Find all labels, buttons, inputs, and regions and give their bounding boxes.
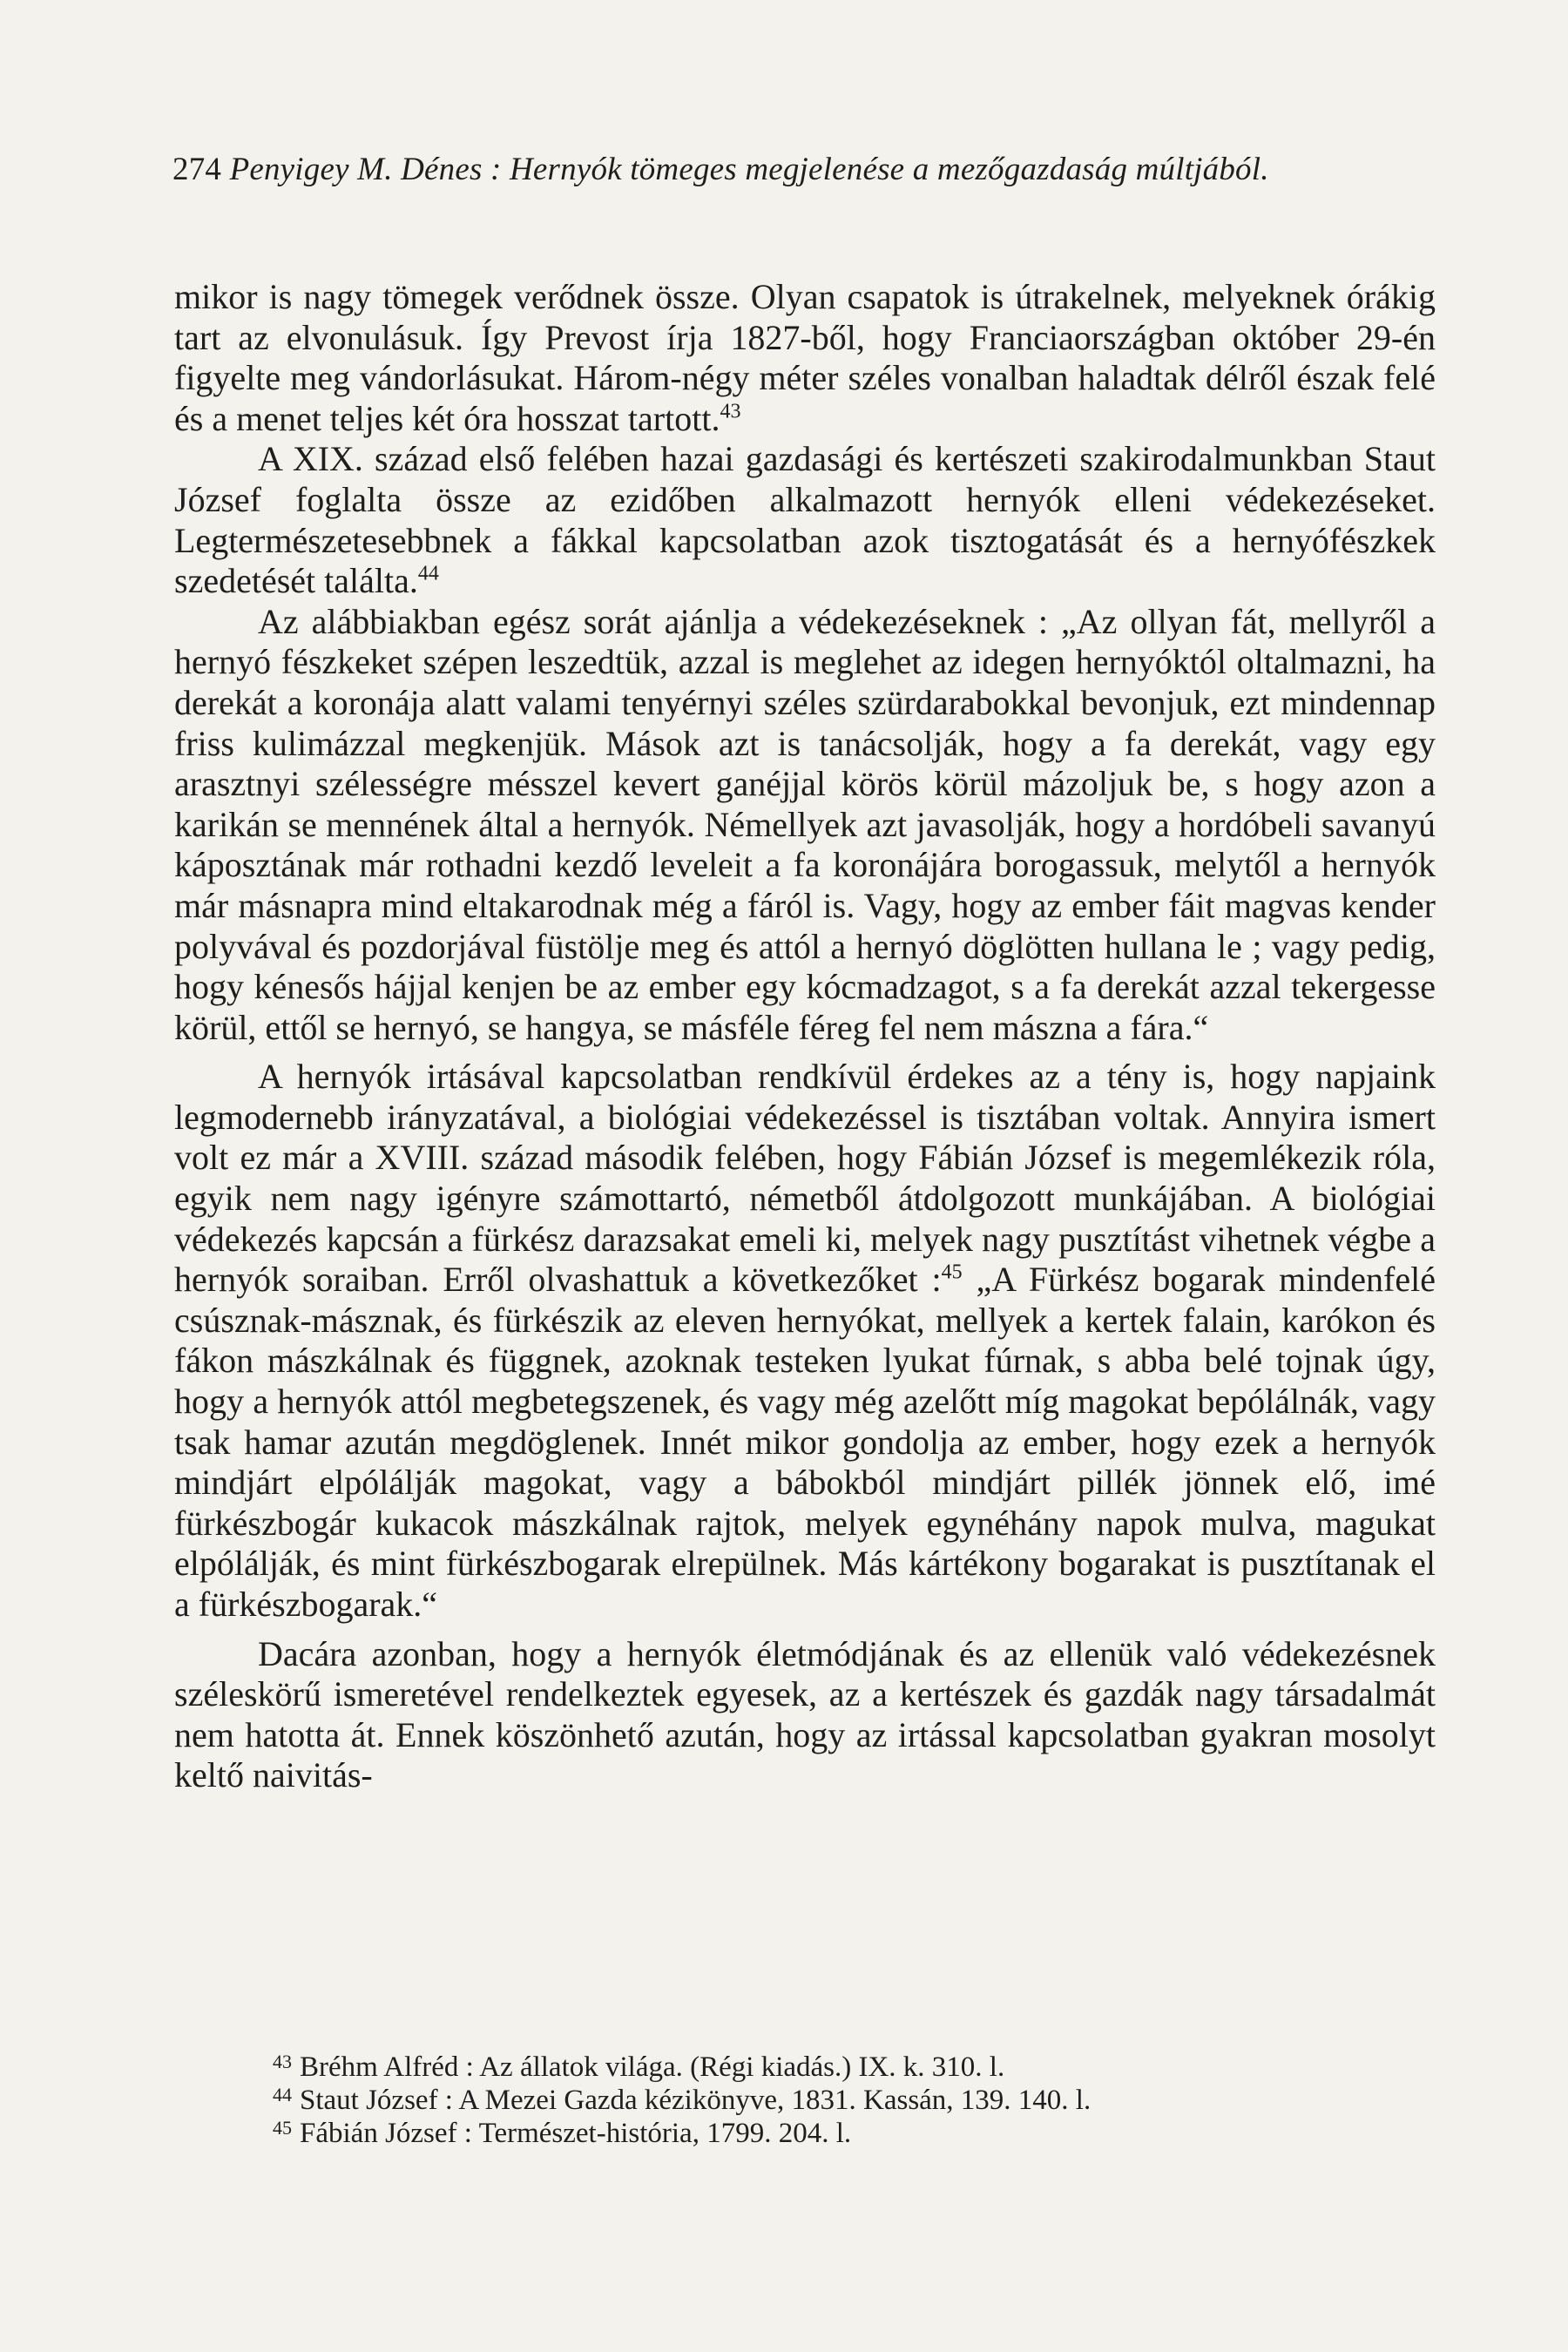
paragraph <box>174 1057 1436 1625</box>
footnote <box>174 2084 1436 2117</box>
footnote-number: 44 <box>273 2084 292 2105</box>
footnote-reference: 45 <box>941 1260 963 1284</box>
paragraph-text: mikor is nagy tömegek verődnek össze. Olyan csapatok is útrakelnek, melyeknek órákig tart az elvonulásuk. Így Prevost írja 1827-ből, hogy Franciaországban október 29-én figyelte meg vándorlásukat. Három-négy méter széles vonalban haladtak délről észak felé és a menet teljes két óra hosszat tartott. <box>174 277 1436 438</box>
page-number: 274 <box>172 152 222 187</box>
paragraph-text: Az alábbiakban egész sorát ajánlja a védekezéseknek : „Az ollyan fát, mellyről a hernyó fészkeket szépen leszedtük, azzal is meglehet az idegen hernyóktól oltalmazni, ha derekát a koronája alatt valami tenyérnyi széles szürdarabokkal bevonjuk, ezt mindennap friss kulimázzal megkenjük. Mások azt is tanácsolják, hogy a fa derekát, vagy egy arasztnyi szélességre mésszel kevert ganéjjal körös körül mázoljuk be, s hogy azon a karikán se mennének által a hernyók. Némellyek azt javasolják, hogy a hordóbeli savanyú káposztának már rothadni kezdő leveleit a fa koronájára borogassuk, melytől a hernyók már másnapra mind eltakarodnak még a fáról is. Vagy, hogy az ember fáit magvas kender polyvával és pozdorjával füstölje meg és attól a hernyó döglötten hullana le ; vagy pedig, hogy kénesős hájjal kenjen be az ember egy kócmadzagot, s a fa derekát azzal tekergesse körül, ettől se hernyó, se hangya, se másféle féreg fel nem mászna a fára.“ <box>174 601 1436 1047</box>
paragraph <box>174 1634 1436 1796</box>
running-title: Penyigey M. Dénes : Hernyók tömeges megjelenése a mezőgazdaság múltjából. <box>229 152 1269 187</box>
paragraph <box>174 277 1436 439</box>
paragraph <box>174 602 1436 1049</box>
footnote <box>174 2051 1436 2084</box>
footnote <box>174 2117 1436 2150</box>
paragraph <box>174 439 1436 601</box>
paragraph-text: Dacára azonban, hogy a hernyók életmódjának és az ellenük való védekezésnek széleskörű ismeretével rendelkeztek egyesek, az a kertészek és gazdák nagy társadalmát nem hatotta át. Ennek köszönhető azután, hogy az irtással kapcsolatban gyakran mosolyt keltő naivitás- <box>174 1633 1436 1795</box>
footnote-number: 45 <box>273 2117 292 2139</box>
footnote-text: Bréhm Alfréd : Az állatok világa. (Régi kiadás.) IX. k. 310. l. <box>300 2051 1005 2083</box>
paragraph-text: A XIX. század első felében hazai gazdasági és kertészeti szakirodalmunkban Staut József foglalta össze az ezidőben alkalmazott hernyók elleni védekezéseket. Legtermészetesebbnek a fákkal kapcsolatban azok tisztogatását és a hernyófészkek szedetését találta. <box>174 439 1436 601</box>
footnote-number: 43 <box>273 2051 292 2072</box>
running-head <box>172 150 1444 190</box>
footnotes <box>174 2051 1436 2150</box>
footnote-reference: 44 <box>417 562 439 585</box>
footnote-reference: 43 <box>720 400 741 423</box>
footnote-text: Fábián József : Természet-história, 1799. 204. l. <box>300 2118 852 2149</box>
body-text <box>174 277 1436 1796</box>
footnote-text: Staut József : A Mezei Gazda kézikönyve, 1831. Kassán, 139. 140. l. <box>300 2085 1092 2116</box>
paragraph-text: „A Fürkész bogarak mindenfelé csúsznak-másznak, és fürkészik az eleven hernyókat, mellyek a kertek falain, karókon és fákon mászkálnak és függnek, azoknak testeken lyukat fúrnak, s abba belé tojnak úgy, hogy a hernyók attól megbetegszenek, és vagy még azelőtt míg magokat bepólálnák, vagy tsak hamar azután megdöglenek. Innét mikor gondolja az ember, hogy ezek a hernyók mindjárt elpólálják magokat, vagy a bábokból mindjárt pillék jönnek elő, imé fürkészbogár kukacok mászkálnak rajtok, melyek egynéhány napok mulva, magukat elpólálják, és mint fürkészbogarak elrepülnek. Más kártékony bogarakat is pusztítanak el a fürkészbogarak.“ <box>174 1260 1436 1624</box>
paragraph-text: A hernyók irtásával kapcsolatban rendkívül érdekes az a tény is, hogy napjaink legmodernebb irányzatával, a biológiai védekezéssel is tisztában voltak. Annyira ismert volt ez már a XVIII. század második felében, hogy Fábián József is megemlékezik róla, egyik nem nagy igényre számottartó, németből átdolgozott munkájában. A biológiai védekezés kapcsán a fürkész darazsakat emeli ki, melyek nagy pusztítást vihetnek végbe a hernyók soraiban. Erről olvashattuk a következőket : <box>174 1057 1436 1300</box>
